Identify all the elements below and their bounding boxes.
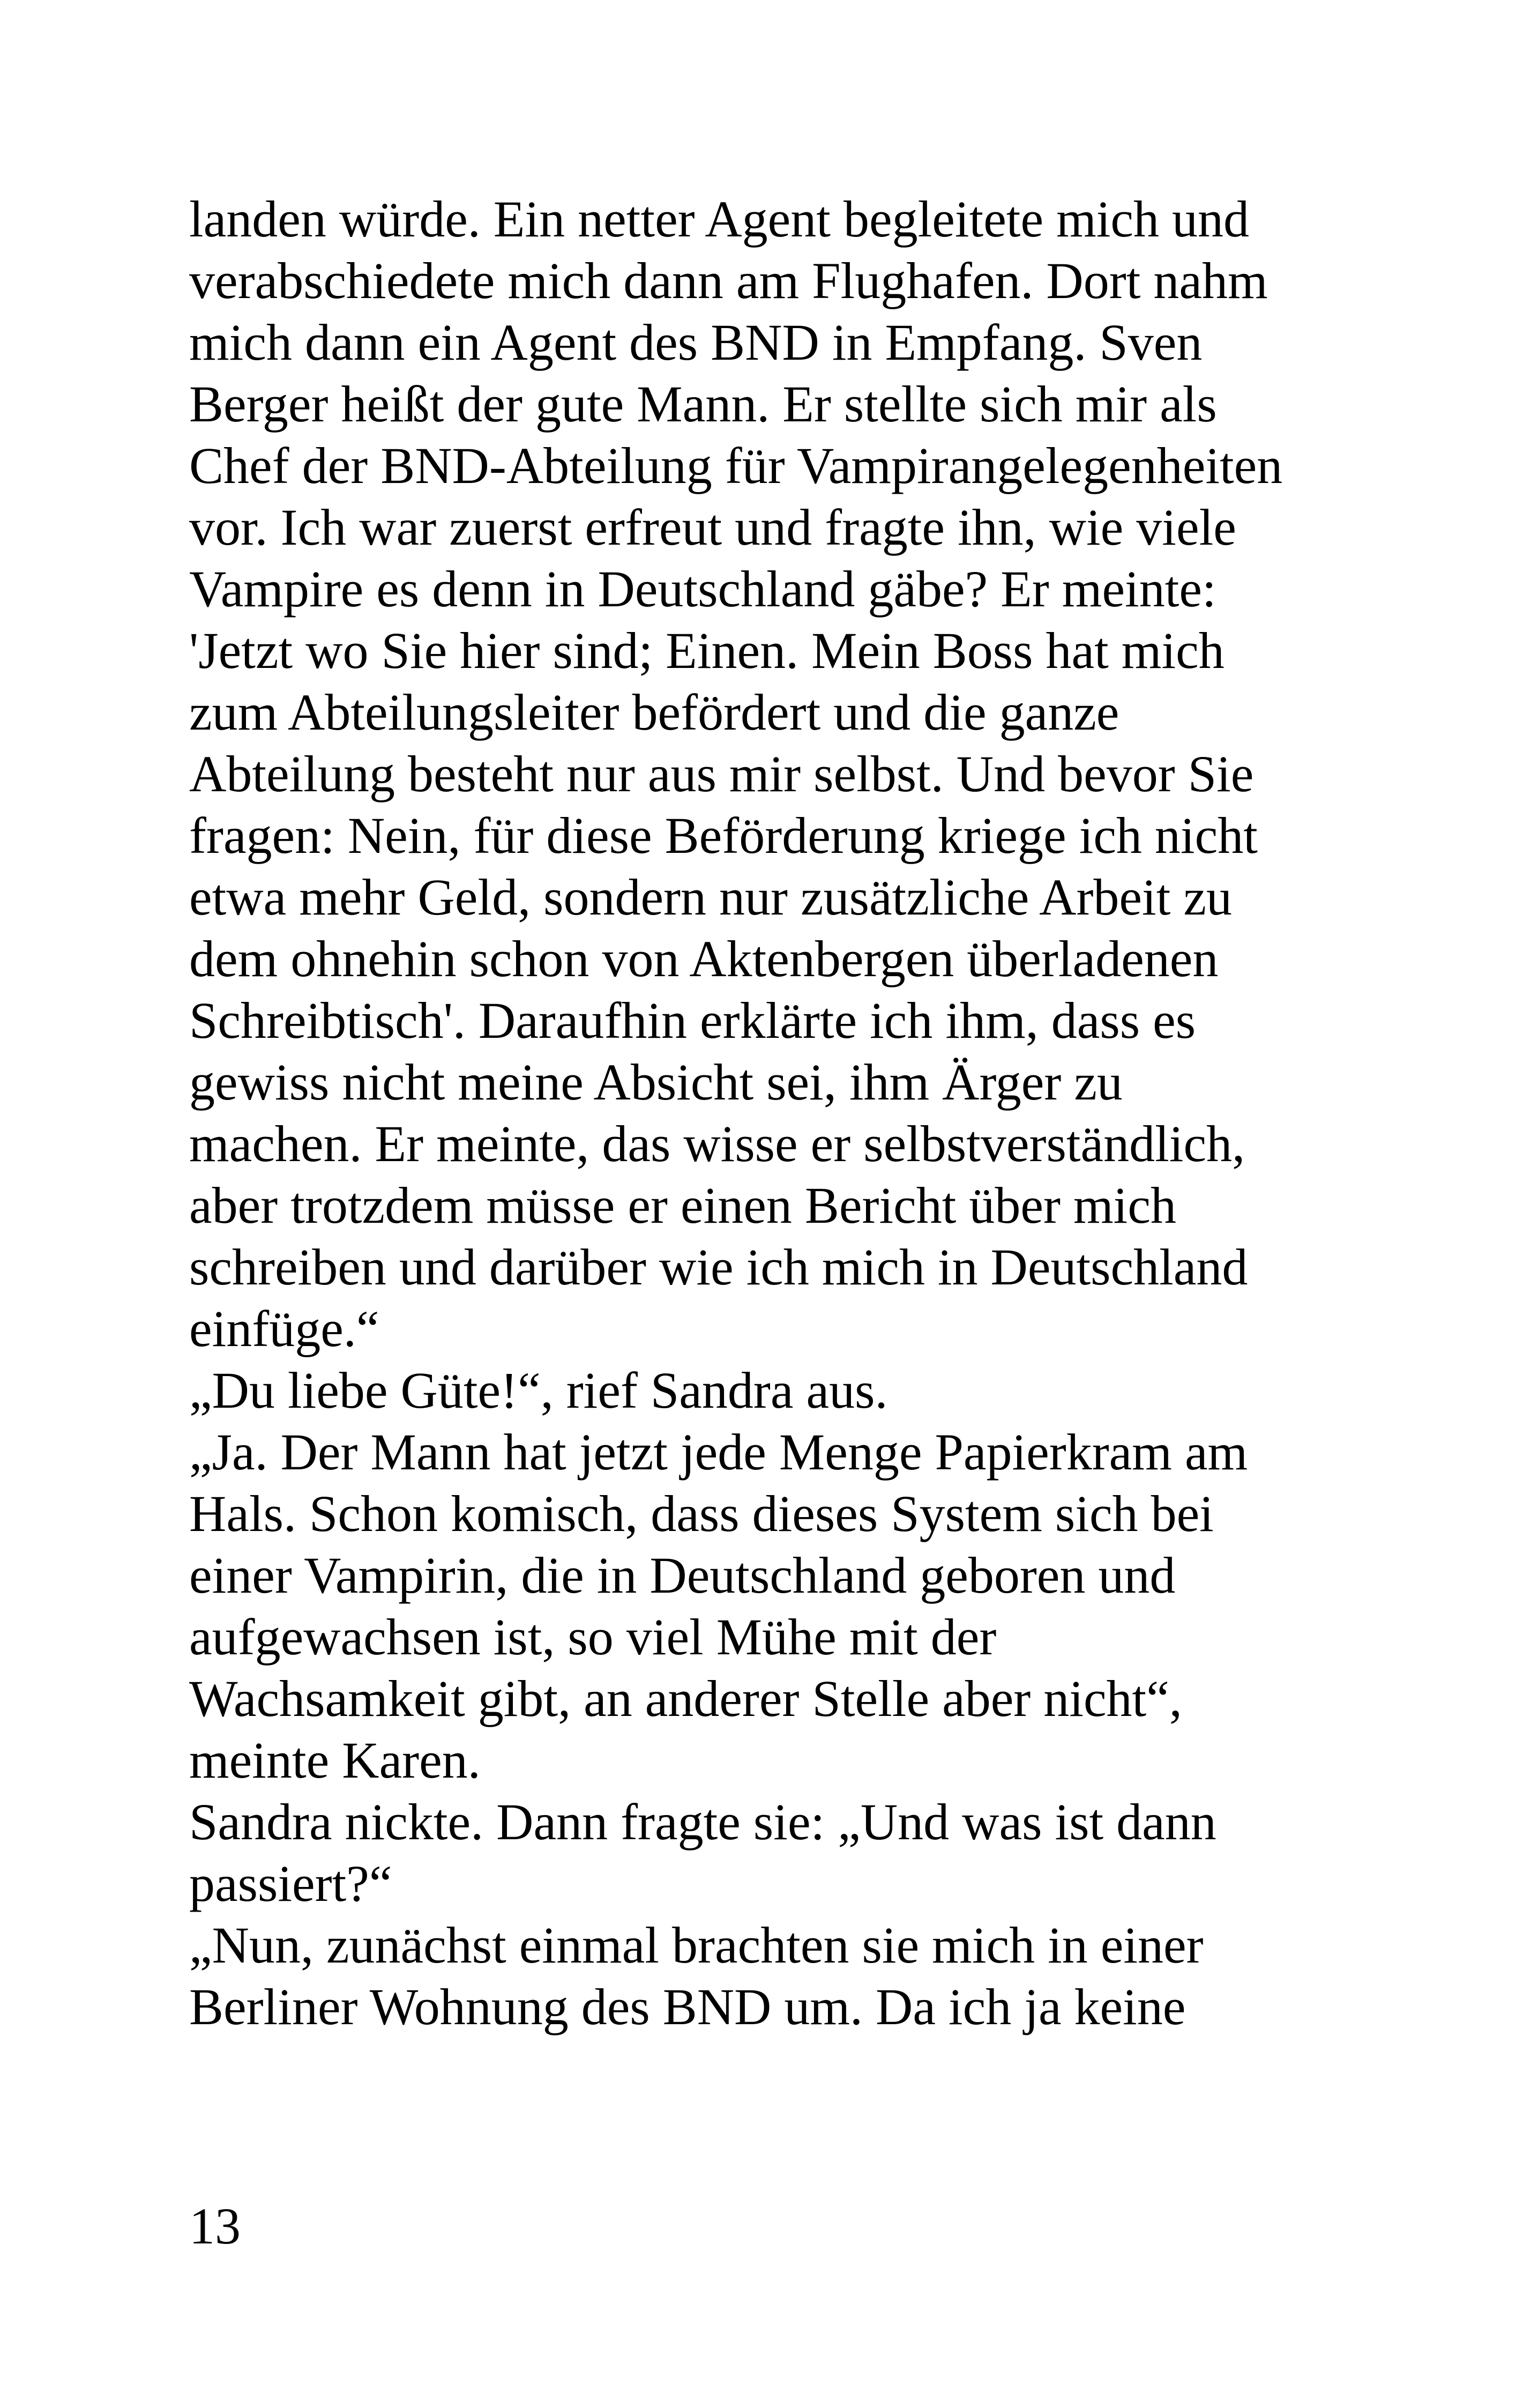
text-line: dem ohnehin schon von Aktenbergen überladenen [189, 930, 1219, 987]
text-line: aufgewachsen ist, so viel Mühe mit der [189, 1608, 997, 1666]
text-line: „Nun, zunächst einmal brachten sie mich in einer [189, 1916, 1204, 1974]
text-line: Abteilung besteht nur aus mir selbst. Und bevor Sie [189, 745, 1254, 802]
text-line: Wachsamkeit gibt, an anderer Stelle aber nicht“, [189, 1670, 1182, 1727]
text-line: einfüge.“ [189, 1300, 379, 1357]
text-line: verabschiedete mich dann am Flughafen. Dort nahm [189, 252, 1268, 309]
text-line: machen. Er meinte, das wisse er selbstverständlich, [189, 1115, 1245, 1172]
text-line: aber trotzdem müsse er einen Bericht über mich [189, 1177, 1176, 1234]
text-line: 'Jetzt wo Sie hier sind; Einen. Mein Boss hat mich [189, 622, 1225, 679]
text-line: passiert?“ [189, 1855, 392, 1912]
text-line: Hals. Schon komisch, dass dieses System sich bei [189, 1485, 1214, 1542]
text-line: Sandra nickte. Dann fragte sie: „Und was ist dann [189, 1793, 1216, 1850]
text-line: vor. Ich war zuerst erfreut und fragte ihn, wie viele [189, 499, 1236, 556]
text-line: Berliner Wohnung des BND um. Da ich ja keine [189, 1978, 1186, 2035]
body-text [189, 188, 1422, 2038]
text-line: einer Vampirin, die in Deutschland geboren und [189, 1547, 1176, 1604]
text-line: Schreibtisch'. Daraufhin erklärte ich ihm, dass es [189, 992, 1196, 1049]
text-line: schreiben und darüber wie ich mich in Deutschland [189, 1238, 1248, 1296]
page-number: 13 [189, 2197, 241, 2255]
text-line: mich dann ein Agent des BND in Empfang. Sven [189, 314, 1203, 371]
text-line: Chef der BND-Abteilung für Vampirangelegenheiten [189, 437, 1283, 494]
text-line: etwa mehr Geld, sondern nur zusätzliche Arbeit zu [189, 868, 1232, 926]
text-line: fragen: Nein, für diese Beförderung kriege ich nicht [189, 807, 1258, 864]
text-line: meinte Karen. [189, 1731, 481, 1789]
text-line: „Du liebe Güte!“, rief Sandra aus. [189, 1362, 888, 1419]
text-line: zum Abteilungsleiter befördert und die ganze [189, 683, 1119, 741]
text-line: „Ja. Der Mann hat jetzt jede Menge Papierkram am [189, 1423, 1248, 1481]
text-line: gewiss nicht meine Absicht sei, ihm Ärger zu [189, 1053, 1123, 1111]
text-line: Berger heißt der gute Mann. Er stellte sich mir als [189, 375, 1217, 433]
text-line: landen würde. Ein netter Agent begleitete mich und [189, 190, 1250, 248]
text-line: Vampire es denn in Deutschland gäbe? Er meinte: [189, 560, 1216, 618]
